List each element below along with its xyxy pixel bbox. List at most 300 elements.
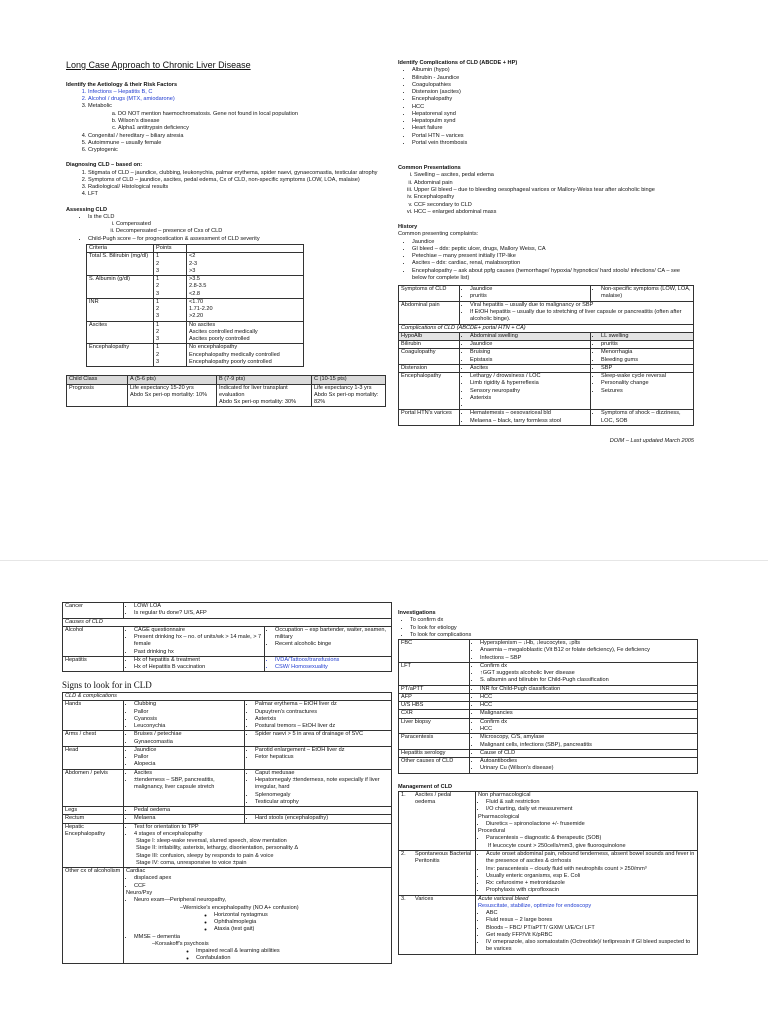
point: 1 [156, 276, 160, 283]
table-row [63, 656, 392, 672]
list-item: • If EtOH hepatitis – usually due to stretching of liver capsule or pancreatitis (often after alcoholic binge). [470, 309, 691, 324]
cell [470, 734, 698, 750]
acute-heading: Acute variceal bleed [478, 895, 529, 902]
table-row [399, 758, 698, 774]
criteria-cell: Encephalopathy [87, 344, 154, 367]
cell [476, 850, 698, 895]
list-item: • Pallor [134, 754, 242, 761]
list-item: • Menorrhagia [601, 349, 691, 356]
history-heading: History [398, 224, 418, 231]
row-label: CXR [399, 710, 470, 718]
list-item: • Ascites [470, 365, 588, 372]
list-item: • Get ready FFP/Vit K/pRBC [486, 932, 695, 939]
signs-table [62, 692, 392, 964]
row-label: Hands [63, 701, 124, 731]
row-number: 3. [399, 895, 414, 954]
value-cell [187, 321, 304, 344]
cell [124, 701, 245, 731]
cell [245, 746, 392, 769]
list-item: • HCC [480, 702, 695, 709]
row-label: Cancer [63, 603, 124, 619]
table-header-cell: Points [154, 245, 187, 253]
table-row [67, 384, 386, 407]
table-row [63, 815, 392, 823]
list-item: • Bruising [470, 349, 588, 356]
list-item: • Postural tremors – EtOH liver dz [255, 723, 389, 730]
list-item: • SBP [601, 365, 691, 372]
list-item: • Caput medusae [255, 770, 389, 777]
value: Encephalopathy poorly controlled [189, 358, 272, 365]
row-label: Liver biopsy [399, 718, 470, 734]
stage-item: Stage III: confusion, sleepy by responds to pain & voice [136, 852, 274, 859]
list-item: • Hypersplenism – ↓Hb, ↓leucocytes, ↓plts [480, 640, 695, 647]
row-label: Portal HTN's varices [399, 410, 460, 426]
point: 3 [156, 313, 160, 320]
value: <2.8 [189, 290, 201, 297]
row-number: 2. [399, 850, 414, 895]
table-row [399, 749, 698, 757]
list-item: • Microscopy, C/S, amylase [480, 734, 695, 741]
row-label: Alcohol [63, 626, 124, 656]
list-item: • Seizures [601, 388, 691, 395]
table-row [63, 746, 392, 769]
proc-note: If leucocyte count > 250cells/mm3, give fluoroquinolone [488, 842, 626, 849]
list-item: • HCC [412, 104, 694, 111]
assessing-item: • Child-Pugh score – for prognostication & assessment of CLD severity [88, 236, 386, 243]
table-row [63, 868, 392, 963]
list-item: • Malignant cells, infections (SBP), pancreatitis [480, 742, 695, 749]
mmse: MMSE – dementia [134, 933, 181, 940]
point: 1 [156, 298, 160, 305]
list-item: • Petechiae – many present initially ITP-like [412, 253, 694, 260]
list-item: • Lethargy / drowsiness / LOC [470, 373, 588, 380]
prognosis-item: Life expectancy 15-20 yrs [130, 384, 194, 391]
row-label: Distension [399, 364, 460, 372]
table-row [399, 301, 694, 324]
list-item: • Jaundice [134, 747, 242, 754]
point: 2 [156, 306, 160, 313]
cell [591, 341, 694, 349]
row-label: Prognosis [67, 384, 128, 407]
point: 1 [156, 344, 160, 351]
list-item: • Ascites [134, 770, 242, 777]
table-row [399, 640, 698, 663]
row-label: Encephalopathy [399, 373, 460, 410]
cell [245, 731, 392, 747]
table-row [63, 626, 392, 656]
list-item: • Cyanosis [134, 716, 242, 723]
prognosis-item: Abdo Sx peri-op mortality: 82% [314, 391, 379, 406]
list-item: • Asterixis [255, 716, 389, 723]
table-row [87, 253, 304, 276]
table-row [399, 364, 694, 372]
list-item: • Melaena [134, 815, 242, 822]
list-item: • pruritis [601, 341, 691, 348]
table-row [63, 603, 392, 619]
cell [460, 410, 591, 426]
list-item: • Usually enteric organisms, esp E. Coli [486, 873, 695, 880]
table-row [399, 349, 694, 365]
list-item: • LOW/ LOA [134, 603, 389, 610]
value: <2 [189, 253, 196, 260]
criteria-cell: Ascites [87, 321, 154, 344]
list-item: • Bloods – FBC/ PT/aPTT/ GXM/ U/E/Cr/ LFT [486, 925, 695, 932]
value: Ascites poorly controlled [189, 336, 250, 343]
presentations-section [398, 165, 694, 216]
diagnosis-item: 1. Stigmata of CLD – jaundice, clubbing, leukonychia, palmar erythema, spider naevi, gynaecomastia, testicular atrophy [88, 170, 386, 177]
points-cell [154, 298, 187, 321]
list-item: ◦ Ataxia (test gait) [214, 926, 389, 933]
list-item: • Symptoms of shock – dizziness, LOC, SOB [601, 410, 691, 425]
cell [245, 815, 392, 823]
cell [265, 626, 392, 656]
list-item: • Hepatorenal synd [412, 111, 694, 118]
table-row [399, 685, 698, 693]
stage-list [126, 838, 389, 867]
table-row [63, 693, 392, 701]
child-class-table [66, 375, 386, 407]
row-label: Varices [413, 895, 476, 954]
cell [470, 640, 698, 663]
table-row [399, 693, 698, 701]
cell [124, 807, 245, 815]
list-item: • Confirm dx [480, 663, 695, 670]
cell [124, 868, 392, 963]
cell [470, 718, 698, 734]
cell [591, 364, 694, 372]
cell [470, 702, 698, 710]
assessing-subitem: ii. Decompensated – presence of Cxs of CLD [116, 228, 386, 235]
point: 3 [156, 358, 160, 365]
list-item: • Hepatopulm synd [412, 118, 694, 125]
nonpharm-heading: Non pharmacological [478, 791, 531, 798]
page-2 [0, 568, 768, 1024]
cell [460, 364, 591, 372]
cardiac-heading: Cardiac [126, 868, 146, 875]
list-item: • Hx of Hepatitis B vaccination [134, 664, 262, 671]
prognosis-item: Life expectancy 1-3 yrs [314, 384, 372, 391]
korsakoff: –Korsakoff's psychosis [152, 940, 209, 947]
value: Ascites controlled medically [189, 328, 258, 335]
right-column [398, 60, 694, 445]
table-row [399, 332, 694, 340]
row-label: Rectum [63, 815, 124, 823]
list-item: • Fetor hepaticus [255, 754, 389, 761]
row-label: Hepatitis [63, 656, 124, 672]
cell [476, 791, 698, 850]
list-item: • displaced apex [134, 875, 389, 882]
table-row [399, 895, 698, 954]
aetiology-item: 2. Alcohol / drugs (MTX, amiodarone) [88, 96, 386, 103]
neuro-heading: Neuro/Psy [126, 889, 153, 896]
list-item [134, 934, 389, 963]
page-title: Long Case Approach to Chronic Liver Disease [66, 60, 251, 70]
signs-title: Signs to look for in CLD [62, 680, 152, 691]
row-label: U/S HBS [399, 702, 470, 710]
list-item: • I/O charting, daily wt measurement [486, 806, 695, 813]
list-item: • Dupuytren's contractures [255, 709, 389, 716]
list-item: • Leuconychia [134, 723, 242, 730]
cell [245, 807, 392, 815]
stage-item: Stage I: sleep-wake reversal, slurred speech, slow mentation [136, 838, 287, 845]
list-item: • Portal HTN – varices [412, 133, 694, 140]
left-column-2 [62, 602, 392, 964]
list-item: • Palmar erythema – EtOH liver dz [255, 701, 389, 708]
list-item: • CAGE questionnaire [134, 627, 262, 634]
row-label: LFT [399, 662, 470, 685]
list-item: • HCC [480, 726, 695, 733]
value: Encephalopathy medically controlled [189, 351, 280, 358]
point: 2 [156, 328, 160, 335]
wernicke: –Wernicke's encephalopathy (NO A+ confusion) [180, 904, 299, 911]
diagnosis-section [66, 162, 386, 198]
list-item: • Jaundice [412, 239, 694, 246]
list-item: • Personality change [601, 380, 691, 387]
list-item: • Jaundice [470, 286, 588, 293]
list-item: • Jaundice [470, 341, 588, 348]
list-item: • LL swelling [601, 333, 691, 340]
list-item: • Heart failure [412, 125, 694, 132]
list-item: • Diuretics – spironolactone +/- frusemide [486, 821, 695, 828]
value-cell [187, 298, 304, 321]
list-item: ◦ Impaired recall & learning abilities [196, 948, 389, 955]
list-item: • ±tenderness – SBP, pancreatitis, malignancy, liver capsule stretch [134, 777, 242, 792]
criteria-cell: S. Albumin (g/dl) [87, 276, 154, 299]
section-title: CLD & complications [63, 693, 392, 701]
row-label: FBC [399, 640, 470, 663]
value-cell [187, 344, 304, 367]
metabolic-item: c. Alpha1 antitrypsin deficiency [118, 125, 386, 132]
list-item: • Bruises / petechiae [134, 731, 242, 738]
metabolic-item: a. DO NOT mention haemochromatosis. Gene not found in local population [118, 111, 386, 118]
table-row [399, 702, 698, 710]
value: 1.71-2.20 [189, 306, 213, 313]
cell [460, 286, 591, 302]
prognosis-item: Abdo Sx peri-op mortality: 10% [130, 391, 208, 398]
point: 1 [156, 321, 160, 328]
metabolic-sublist [88, 111, 386, 133]
list-item: • To look for complications [410, 632, 698, 639]
list-item: • Is regular f/u done? U/S, AFP [134, 610, 389, 617]
list-item: • Distension (ascites) [412, 89, 694, 96]
history-subheading: Common presenting complaints: [398, 231, 479, 238]
row-label: Spontaneous Bacterial Peritonitis [413, 850, 476, 895]
class-a-cell [128, 384, 217, 407]
table-row [63, 823, 392, 868]
class-c-cell [312, 384, 386, 407]
list-item: • Recent alcoholic binge [275, 641, 389, 648]
table-header-cell: Criteria [87, 245, 154, 253]
table-row [399, 410, 694, 426]
cell [460, 332, 591, 340]
table-header-cell: B (7-9 pts) [217, 376, 312, 384]
list-item: • Confirm dx [480, 719, 695, 726]
list-item: • Hematemesis – oesovariceal bld [470, 410, 588, 417]
list-item: • Hard stools (encephalopathy) [255, 815, 389, 822]
list-item: • Bleeding gums [601, 357, 691, 364]
list-item: • Pallor [134, 709, 242, 716]
table-header-cell: C (10-15 pts) [312, 376, 386, 384]
point: 3 [156, 267, 160, 274]
aetiology-heading: Identify the Aetiology & their Risk Factors [66, 81, 178, 88]
korsakoff-list [134, 948, 389, 963]
list-item: • Occupation – esp bartender, waiter, seamen, military [275, 627, 389, 642]
table-row [399, 324, 694, 332]
table-row [87, 344, 304, 367]
management-table [398, 791, 698, 955]
list-item: • Melaena – black, tarry formless stool [470, 418, 588, 425]
list-item: • Present drinking hx – no. of units/wk > 14 male, > 7 female [134, 634, 262, 649]
cancer-causes-table [62, 602, 392, 672]
list-item: • pruritis [470, 293, 588, 300]
management-heading: Management of CLD [398, 783, 453, 790]
cell [124, 626, 265, 656]
list-item: • Viral hepatitis – usually due to malignancy or SBP [470, 302, 691, 309]
aetiology-item [88, 103, 386, 132]
presentations-list [398, 172, 694, 216]
list-item: • Bilirubin - Jaundice [412, 75, 694, 82]
row-label: HypoAlb [399, 332, 460, 340]
list-item: • Encephalopathy – ask about ppfg causes (hemorrhage/ hypoxia/ hypnotics/ hard stools/ infections/ CA – see below for complete list) [412, 268, 694, 283]
value: 2-3 [189, 260, 198, 267]
row-label: PT/aPTT [399, 685, 470, 693]
list-item: • Acute onset abdominal pain, rebound tenderness, absent bowel sounds and fever in the presence of ascites & cirrhosis [486, 851, 695, 866]
list-item: • Gynaecomastia [134, 739, 242, 746]
section-title: Causes of CLD [63, 618, 392, 626]
cell [124, 815, 245, 823]
cell [124, 769, 245, 806]
table-row [87, 298, 304, 321]
investigations-list [398, 617, 698, 639]
prognosis-item: Indicated for liver transplant evaluation [219, 384, 288, 398]
list-item: • Hx of hepatitis & treatment [134, 657, 262, 664]
point: 1 [156, 253, 160, 260]
assessing-heading: Assessing CLD [66, 206, 108, 213]
table-row [399, 850, 698, 895]
list-item: ◦ Horizontal nystagmus [214, 912, 389, 919]
value: <1.70 [189, 298, 204, 305]
diagnosis-item: 4. LFT [88, 191, 386, 198]
list-item [470, 402, 588, 409]
table-header-cell: Child Class [67, 376, 128, 384]
complications-list [398, 67, 694, 147]
table-row [63, 769, 392, 806]
row-label: Legs [63, 807, 124, 815]
points-cell [154, 344, 187, 367]
table-row [63, 618, 392, 626]
list-item: • Pedal oedema [134, 807, 242, 814]
aetiology-item: 6. Cryptogenic [88, 147, 386, 154]
list-item: • IV omeprazole, also somatostatin (Octreotide)/ terlipressin if GI bleed suspected to be varices [486, 939, 695, 954]
proc-heading: Procedural [478, 828, 506, 835]
metabolic-item: b. Wilson's disease [118, 118, 386, 125]
list-item: • To confirm dx [410, 617, 698, 624]
list-item: iii. Upper GI bleed – due to bleeding oesophageal varices or Mallory-Weiss tear after alcoholic binge [414, 187, 694, 194]
list-item: • Epistaxis [470, 357, 588, 364]
list-item: • GI bleed – ddx: peptic ulcer, drugs, Mallory Weiss, CA [412, 246, 694, 253]
table-row [399, 734, 698, 750]
assessing-subitem: i. Compensated [116, 221, 386, 228]
value: No ascites [189, 321, 216, 328]
list-item: • Sensory neuropathy [470, 388, 588, 395]
list-item: • Asterixis [470, 395, 588, 402]
list-item: • Sleep-wake cycle reversal [601, 373, 691, 380]
list-item: • Portal vein thrombosis [412, 140, 694, 147]
list-item [134, 897, 389, 933]
row-label: Symptoms of CLD [399, 286, 460, 302]
assessing-sublist [88, 221, 386, 236]
assessing-list [66, 214, 386, 243]
history-list [398, 239, 694, 283]
list-item: vi. HCC – enlarged abdominal mass [414, 209, 694, 216]
cell [124, 603, 392, 619]
row-label: Arms / chest [63, 731, 124, 747]
list-item: • Albumin (hypo) [412, 67, 694, 74]
points-cell [154, 321, 187, 344]
page-footer: DOIM – Last updated March 2005 [609, 437, 694, 444]
list-item: • Clubbing [134, 701, 242, 708]
value: >2.20 [189, 313, 204, 320]
list-item: • Spider naevi > 5 in area of drainage of SVC [255, 731, 389, 738]
list-item: • ABC [486, 910, 695, 917]
value: >3 [189, 267, 196, 274]
cell [124, 656, 265, 672]
list-item: ◦ Confabulation [196, 955, 389, 962]
points-cell [154, 276, 187, 299]
row-label: Abdomen / pelvis [63, 769, 124, 806]
row-label: Other causes of CLD [399, 758, 470, 774]
cell [591, 332, 694, 340]
table-row [87, 321, 304, 344]
cell [470, 685, 698, 693]
row-label: Coagulopathy [399, 349, 460, 365]
list-item: • Testicular atrophy [255, 799, 389, 806]
cell [470, 749, 698, 757]
list-item: i. Swelling – ascites, pedal edema [414, 172, 694, 179]
list-item: • Encephalopathy [412, 96, 694, 103]
history-section [398, 224, 694, 282]
list-item: • IVDA/Tattoos/transfusions [275, 657, 389, 664]
list-item: • To look for etiology [410, 625, 698, 632]
aetiology-section [66, 82, 386, 155]
row-label: Hepatitis serology [399, 749, 470, 757]
cell [245, 701, 392, 731]
point: 3 [156, 290, 160, 297]
point: 3 [156, 336, 160, 343]
list-item: • Autoantibodies [480, 758, 695, 765]
list-item: • Infections – SBP [480, 655, 695, 662]
row-number: 1. [399, 791, 414, 850]
value: 2.8-3.5 [189, 283, 207, 290]
neuro-exam: Neuro exam—Peripheral neuropathy, [134, 897, 227, 904]
list-item: • Alopecia [134, 761, 242, 768]
row-label: Hepatic Encephalopathy [63, 823, 124, 868]
list-item: • Rx: cefuroxime + metronidazole [486, 880, 695, 887]
list-item: • CSW/ Homosexuality [275, 664, 389, 671]
row-label: Abdominal pain [399, 301, 460, 324]
list-item: • Ascites – ddx: cardiac, renal, malabsorption [412, 260, 694, 267]
left-column [66, 60, 386, 407]
aetiology-list [66, 89, 386, 154]
list-item: • Urinary Cu (Wilson's disease) [480, 765, 695, 772]
presentations-heading: Common Presentations [398, 165, 461, 172]
aetiology-item: 5. Autoimmune – usually female [88, 140, 386, 147]
point: 2 [156, 283, 160, 290]
class-b-cell [217, 384, 312, 407]
list-item: • Fluid & salt restriction [486, 799, 695, 806]
pharm-heading: Pharmacological [478, 813, 520, 820]
child-pugh-table [86, 244, 304, 367]
